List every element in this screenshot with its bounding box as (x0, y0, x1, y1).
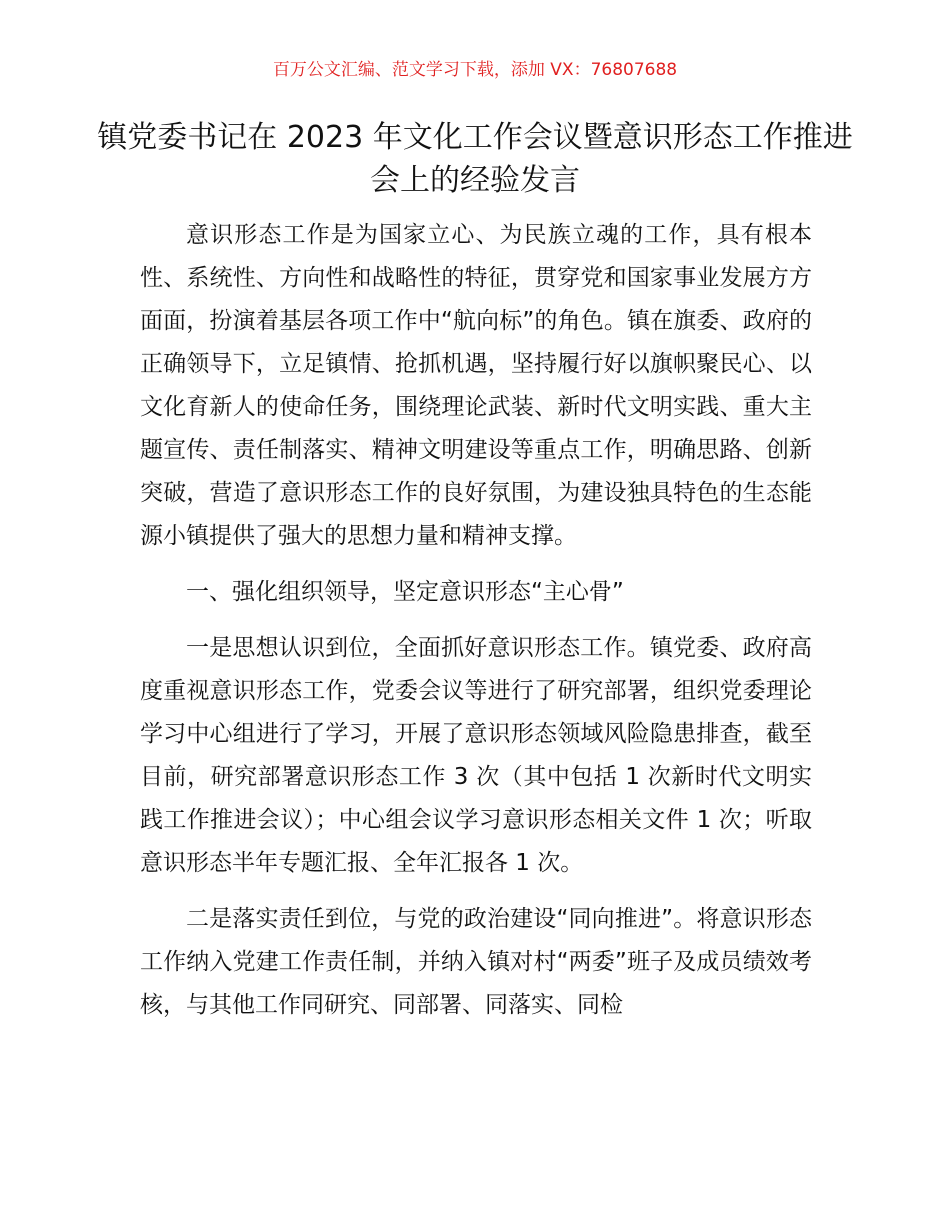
document-title: 镇党委书记在 2023 年文化工作会议暨意识形态工作推进会上的经验发言 (97, 120, 853, 198)
intro-paragraph: 意识形态工作是为国家立心、为民族立魂的工作，具有根本性、系统性、方向性和战略性的特征，贯穿党和国家事业发展方方面面，扮演着基层各项工作中“航向标”的角色。镇在旗委、政府的正确领导下，立足镇情、抢抓机遇，坚持履行好以旗帜聚民心、以文化育新人的使命任务，围绕理论武装、新时代文明实践、重大主题宣传、责任制落实、精神文明建设等重点工作，明确思路、创新突破，营造了意识形态工作的良好氛围，为建设独具特色的生态能源小镇提供了强大的思想力量和精神支撑。 (140, 222, 812, 549)
watermark-banner: 百万公文汇编、范文学习下载，添加 VX：76807688 (272, 60, 678, 80)
body-paragraph: 一是思想认识到位，全面抓好意识形态工作。镇党委、政府高度重视意识形态工作，党委会议等进行了研究部署，组织党委理论学习中心组进行了学习，开展了意识形态领域风险隐患排查，截至目前，研究部署意识形态工作 3 次（其中包括 1 次新时代文明实践工作推进会议）；中心组会议学习意识形态相关文件 1 次；听取意识形态半年专题汇报、全年汇报各 1 次。 (140, 635, 812, 876)
document-body (140, 214, 812, 1027)
body-paragraph: 二是落实责任到位，与党的政治建设“同向推进”。将意识形态工作纳入党建工作责任制，并纳入镇对村“两委”班子及成员绩效考核，与其他工作同研究、同部署、同落实、同检 (140, 906, 812, 1018)
section-heading: 一、强化组织领导，坚定意识形态“主心骨” (186, 579, 624, 605)
